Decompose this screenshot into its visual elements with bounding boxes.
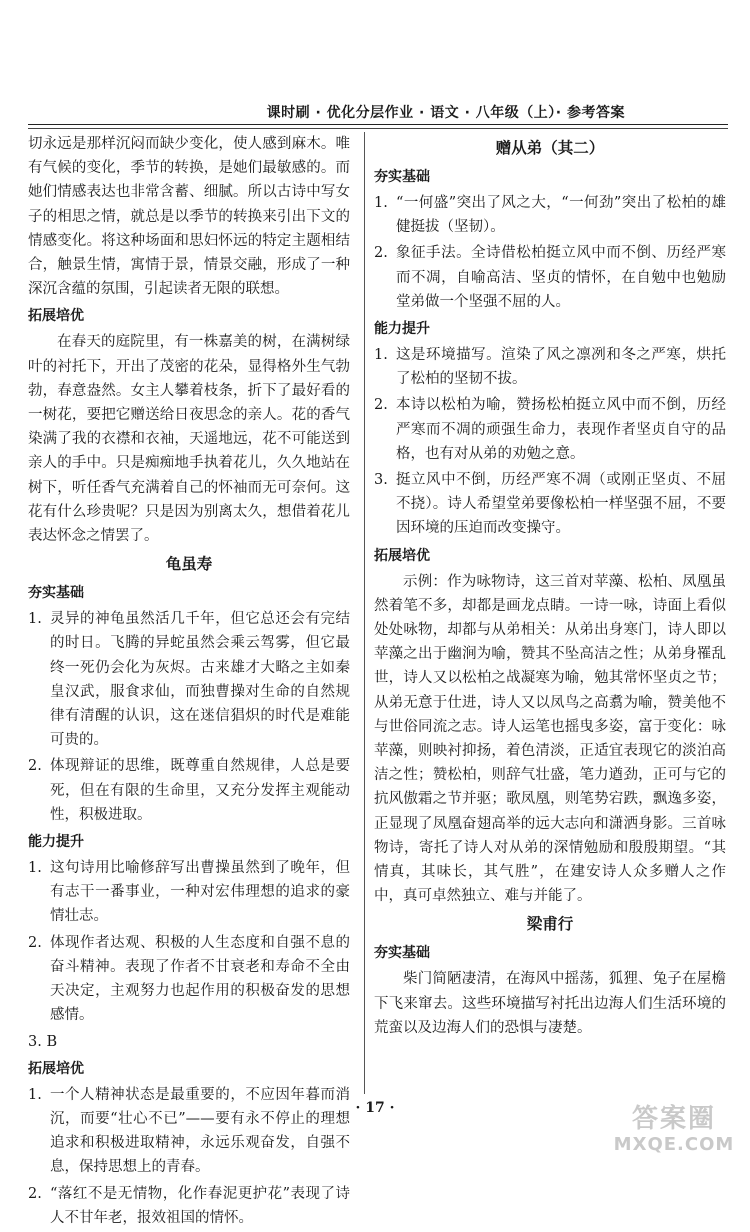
answer-item xyxy=(28,931,350,1028)
section-heading-basic: 夯实基础 xyxy=(374,169,430,185)
item-text: 本诗以松柏为喻，赞扬松柏挺立风中而不倒，历经严寒而不凋的顽强生命力，表现作者坚贞自守的品格，也有对从弟的劝勉之意。 xyxy=(396,397,726,462)
answer-item xyxy=(28,1083,350,1180)
extension-paragraph: 示例：作为咏物诗，这三首对苹藻、松柏、凤凰虽然着笔不多，却都是画龙点睛。一诗一咏，诗面上看似处处咏物，却都与从弟相关：从弟出身寒门，诗人即以苹藻之出于幽涧为喻，赞其不坠高洁之性；从弟身罹乱世，诗人又以松柏之战凝寒为喻，勉其常怀坚贞之节；从弟无意于仕进，诗人又以凤鸟之高翥为喻，赞美他不与世俗同流之志。诗人运笔也摇曳多姿，富于变化：咏苹藻，则映衬抑扬，着色清淡，正适宜表现它的淡泊高洁之性；赞松柏，则辞气壮盛，笔力遒劲，正可与它的抗风傲霜之节并驱；歌凤凰，则笔势宕跌，飘逸多姿，正显现了凤凰奋翅高举的远大志向和潇洒身影。三首咏物诗，寄托了诗人对从弟的深情勉励和殷殷期望。“其情真，其味长，其气胜”，在建安诗人众多赠人之作中，真可卓然独立、难与并能了。 xyxy=(374,573,726,905)
item-text: 体现作者达观、积极的人生态度和自强不息的奋斗精神。表现了作者不甘衰老和寿命不全由天决定，主观努力也起作用的积极奋发的思想感情。 xyxy=(50,934,350,1024)
poem-title-liangfuxing: 梁甫行 xyxy=(526,915,574,934)
page-header: 课时刷 · 优化分层作业 · 语文 · 八年级（上）· 参考答案 xyxy=(266,105,625,121)
poem-title-zengcongdi: 赠从弟（其二） xyxy=(495,139,605,157)
item-number: 2. xyxy=(28,758,42,775)
answer-item xyxy=(374,191,726,239)
page-number: · 17 · xyxy=(355,1100,395,1116)
item-text: 挺立风中不倒，历经严寒不凋（或刚正坚贞、不屈不挠）。诗人希望堂弟要像松柏一样坚强不屈，不要因环境的压迫而改变操守。 xyxy=(396,472,726,537)
header-rule-thick xyxy=(28,124,728,125)
answer-item xyxy=(374,241,726,314)
section-heading-basic: 夯实基础 xyxy=(374,945,430,962)
item-text: 一个人精神状态是最重要的，不应因年暮而消沉，而要“壮心不已”——要有永不停止的理想追求和积极进取精神，永远乐观奋发，自强不息，保持思想上的青春。 xyxy=(50,1086,350,1176)
item-text: 体现辩证的思维，既尊重自然规律，人总是要死，但在有限的生命里，又充分发挥主观能动性，积极进取。 xyxy=(50,758,350,823)
item-number: 2. xyxy=(28,1185,42,1202)
right-column xyxy=(374,132,726,1040)
section-heading-extension: 拓展培优 xyxy=(374,547,430,564)
answer-item xyxy=(374,393,726,466)
answer-choice: 3. B xyxy=(28,1033,58,1050)
section-heading-extension: 拓展培优 xyxy=(28,308,84,325)
watermark-text-url: MXQE.COM xyxy=(613,1134,735,1155)
item-text: 象征手法。全诗借松柏挺立风中而不倒、历经严寒而不凋，自喻高洁、坚贞的情怀，在自勉中也勉励堂弟做一个坚强不屈的人。 xyxy=(396,245,726,310)
answer-item xyxy=(28,607,350,752)
basic-paragraph: 柴门简陋凄清，在海风中摇荡，狐狸、兔子在屋檐下飞来窜去。这些环境描写衬托出边海人们生活环境的荒蛮以及边海人们的恐惧与凄楚。 xyxy=(374,971,726,1036)
section-heading-ability: 能力提升 xyxy=(28,834,84,851)
extension-paragraph: 在春天的庭院里，有一株嘉美的树，在满树绿叶的衬托下，开出了茂密的花朵，显得格外生气勃勃，春意盎然。女主人攀着枝条，折下了最好看的一树花，要把它赠送给日夜思念的亲人。花的香气染满了我的衣襟和衣袖，天遥地远，花不可能送到亲人的手中。只是痴痴地手执着花儿，久久地站在树下，听任香气充满着自己的怀袖而无可奈何。这花有什么珍贵呢？只是因为别离太久，想借着花儿表达怀念之情罢了。 xyxy=(28,334,350,545)
answer-item xyxy=(374,343,726,391)
item-number: 1. xyxy=(28,611,42,628)
poem-title-guisuishou: 龟虽寿 xyxy=(165,555,213,574)
item-number: 1. xyxy=(374,195,388,211)
answer-item xyxy=(28,1182,350,1230)
answer-item xyxy=(28,754,350,827)
item-number: 2. xyxy=(28,934,42,951)
item-number: 1. xyxy=(374,347,388,364)
continued-paragraph: 切永远是那样沉闷而缺少变化，使人感到麻木。唯有气候的变化，季节的转换，是她们最敏感的。而她们情感表达也非常含蓄、细腻。所以古诗中写女子的相思之情，就总是以季节的转换来引出下文的情感变化。将这种场面和思妇怀远的特定主题相结合，触景生情，寓情于景，情景交融，形成了一种深沉含蕴的氛围，引起读者无限的联想。 xyxy=(28,136,350,298)
item-number: 2. xyxy=(374,245,388,262)
item-text: “一何盛”突出了风之大，“一何劲”突出了松柏的雄健挺拔（坚韧）。 xyxy=(396,195,726,236)
item-number: 2. xyxy=(374,397,388,414)
watermark-text-cn: 答案圈 xyxy=(631,1104,716,1134)
section-heading-extension: 拓展培优 xyxy=(28,1060,84,1077)
item-text: “落红不是无情物，化作春泥更护花”表现了诗人不甘年老，报效祖国的情怀。 xyxy=(50,1185,350,1226)
item-text: 这是环境描写。渲染了风之凛冽和冬之严寒，烘托了松柏的坚韧不拔。 xyxy=(396,347,726,388)
site-watermark xyxy=(604,1106,744,1158)
item-number: 3. xyxy=(374,472,388,489)
item-number: 1. xyxy=(28,1086,42,1103)
section-heading-ability: 能力提升 xyxy=(374,321,430,338)
item-number: 1. xyxy=(28,860,42,877)
header-rule-thin xyxy=(28,128,728,129)
column-divider xyxy=(364,132,365,1094)
answer-item xyxy=(374,468,726,541)
item-text: 灵异的神龟虽然活几千年，但它总还会有完结的时日。飞腾的异蛇虽然会乘云驾雾，但它最终一死仍会化为灰烬。古来雄才大略之主如秦皇汉武，服食求仙，而独曹操对生命的自然规律有清醒的认识，这在迷信猖炽的时代是难能可贵的。 xyxy=(50,611,350,749)
item-text: 这句诗用比喻修辞写出曹操虽然到了晚年，但有志干一番事业，一种对宏伟理想的追求的豪情壮志。 xyxy=(50,860,350,925)
section-heading-basic: 夯实基础 xyxy=(28,585,84,602)
left-column xyxy=(28,132,350,1232)
answer-item xyxy=(28,856,350,929)
